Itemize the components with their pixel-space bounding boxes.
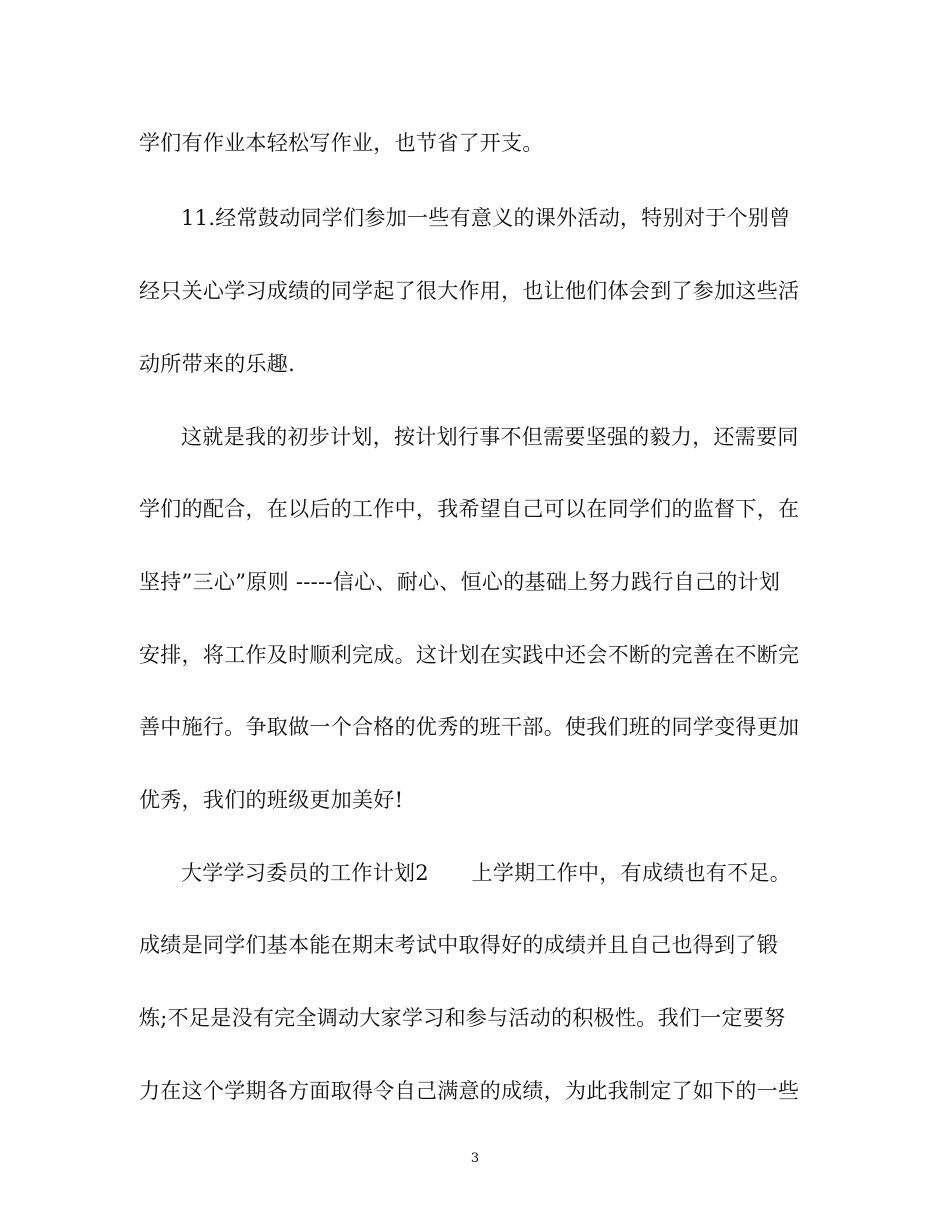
text-line-4: 动所带来的乐趣. xyxy=(139,352,296,376)
text-line-6: 学们的配合，在以后的工作中，我希望自己可以在同学们的监督下，在 xyxy=(139,497,800,521)
text-line-2: 11.经常鼓动同学们参加一些有意义的课外活动，特别对于个别曾 xyxy=(181,206,791,230)
text-line-1: 学们有作业本轻松写作业，也节省了开支。 xyxy=(139,131,544,155)
text-line-7: 坚持”三心”原则 -----信心、耐心、恒心的基础上努力践行自己的计划 xyxy=(139,570,781,594)
text-line-10: 优秀，我们的班级更加美好! xyxy=(139,788,404,812)
text-line-11: 大学学习委员的工作计划2 上学期工作中，有成绩也有不足。 xyxy=(181,861,792,885)
text-line-12: 成绩是同学们基本能在期末考试中取得好的成绩并且自己也得到了锻 xyxy=(139,933,778,957)
page-number: 3 xyxy=(470,1151,480,1166)
text-line-13: 炼;不足是没有完全调动大家学习和参与活动的积极性。我们一定要努 xyxy=(139,1006,786,1030)
text-line-9: 善中施行。争取做一个合格的优秀的班干部。使我们班的同学变得更加 xyxy=(139,715,800,739)
text-line-5: 这就是我的初步计划，按计划行事不但需要坚强的毅力，还需要同 xyxy=(181,425,799,449)
text-line-14: 力在这个学期各方面取得令自己满意的成绩，为此我制定了如下的一些 xyxy=(139,1079,800,1103)
text-line-8: 安排，将工作及时顺利完成。这计划在实践中还会不断的完善在不断完 xyxy=(139,643,800,667)
text-line-3: 经只关心学习成绩的同学起了很大作用，也让他们体会到了参加这些活 xyxy=(139,279,800,303)
